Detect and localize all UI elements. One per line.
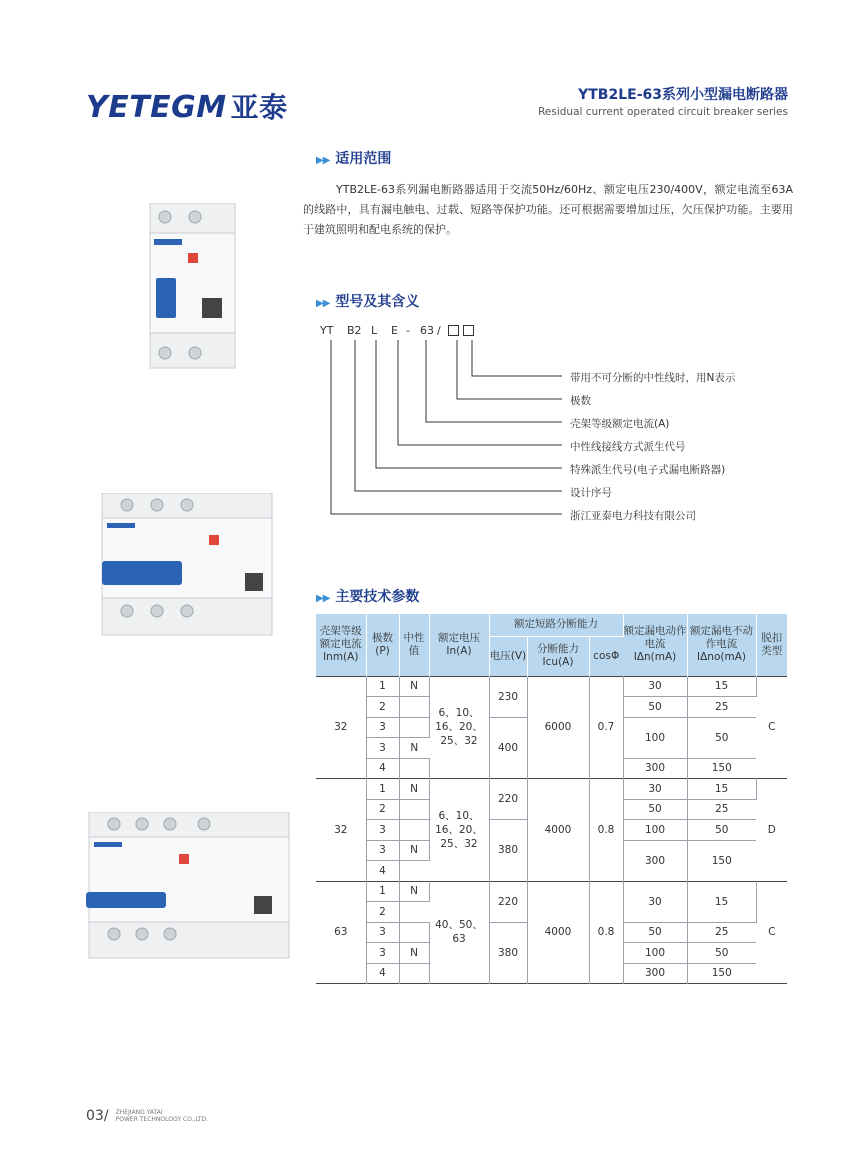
th-trip: 额定漏电动作电流IΔn(mA): [623, 614, 687, 676]
code-part: /: [437, 324, 441, 337]
th-poles: 极数(P): [366, 614, 399, 676]
spec-table: [316, 614, 787, 984]
code-part: 63: [420, 324, 434, 337]
th-neutral: 中性值: [399, 614, 429, 676]
section-heading-scope: ▶▶ 适用范围: [316, 151, 392, 167]
double-arrow-icon: ▶▶: [316, 298, 330, 309]
section-heading-model: ▶▶ 型号及其含义: [316, 294, 420, 310]
th-cos: cosΦ: [589, 636, 623, 676]
footer-company: ZHEJIANG YATAI POWER TECHNOLOGY CO.,LTD.: [115, 1108, 209, 1123]
th-voltage: 电压(V): [489, 636, 527, 676]
page-number: 03/: [86, 1108, 109, 1124]
legend-item: 浙江亚泰电力科技有限公司: [570, 510, 696, 522]
spec-group: 63 1 N 40、50、63 220 4000 0.8 30 15 C 2 3 380 50 25 3 N 100 50 4 300 150: [316, 881, 787, 984]
page-footer: [86, 1105, 208, 1124]
th-breaking: 额定短路分断能力: [489, 614, 623, 636]
double-arrow-icon: ▶▶: [316, 593, 330, 604]
legend-item: 设计序号: [570, 487, 612, 499]
code-part: L: [371, 324, 378, 337]
logo-cn: 亚泰: [230, 91, 288, 124]
legend-item: 极数: [570, 395, 591, 407]
product-image-4p: [84, 812, 294, 962]
page-title: YTB2LE-63系列小型漏电断路器: [578, 87, 788, 103]
th-type: 脱扣类型: [756, 614, 787, 676]
th-capacity: 分断能力Icu(A): [527, 636, 589, 676]
brand-logo: [86, 86, 288, 126]
th-frame: 壳架等级额定电流Inm(A): [316, 614, 366, 676]
section-heading-params: ▶▶ 主要技术参数: [316, 589, 420, 605]
product-image-3p: [97, 493, 277, 638]
th-notrip: 额定漏电不动作电流IΔno(mA): [687, 614, 756, 676]
code-part: B2: [347, 324, 362, 337]
legend-item: 壳架等级额定电流(A): [570, 418, 670, 430]
double-arrow-icon: ▶▶: [316, 155, 330, 166]
page-title-block: [538, 84, 788, 118]
code-part: E: [391, 324, 398, 337]
legend-item: 中性线接线方式派生代号: [570, 441, 686, 453]
page-subtitle: Residual current operated circuit breaker series: [538, 106, 788, 118]
legend-item: 特殊派生代号(电子式漏电断路器): [570, 464, 726, 476]
th-rated: 额定电压In(A): [429, 614, 489, 676]
code-part: -: [406, 324, 410, 337]
intro-paragraph: YTB2LE-63系列漏电断路器适用于交流50Hz/60Hz、额定电压230/400V，额定电流至63A的线路中，具有漏电触电、过载、短路等保护功能。还可根据需要增加过压，欠压保护功能。主要用于建筑照明和配电系统的保护。: [303, 183, 793, 236]
spec-group: 32 1 N 6、10、16、20、25、32 220 4000 0.8 30 15 D 2 50 25 3 380 100 50 3 N 300 150 4: [316, 779, 787, 882]
code-part: YT: [320, 324, 334, 337]
legend-item: 带用不可分断的中性线时，用N表示: [570, 372, 736, 384]
product-image-2p: [140, 203, 240, 371]
logo-en: YETEGM: [86, 90, 227, 125]
spec-group: 32 1 N 6、10、16、20、25、32 230 6000 0.7 30 15 C 2 50 25 3 400 100 50 3 N 4 300 150: [316, 676, 787, 779]
